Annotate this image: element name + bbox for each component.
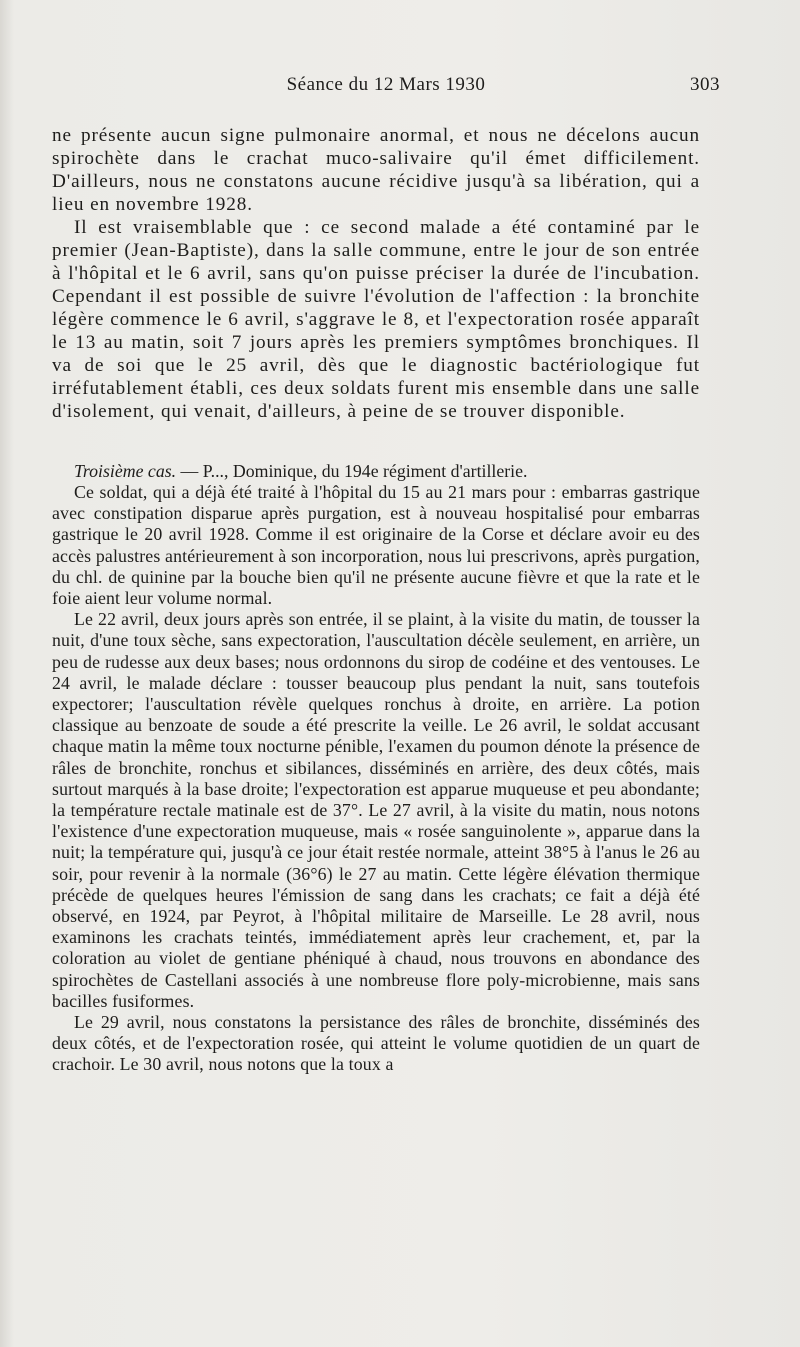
header-title: Séance du 12 Mars 1930 — [286, 74, 486, 95]
page-number: 303 — [690, 74, 720, 95]
paragraph-case-followup: Le 29 avril, nous constatons la persistance des râles de bronchite, disséminés des deux côtés, et de l'expectoration rosée, qui atteint le volume quotidien de un quart de crachoir. Le 30 avril, nous notons que la toux a — [52, 1012, 700, 1075]
paragraph-contamination: Il est vraisemblable que : ce second malade a été contaminé par le premier (Jean-Baptiste), dans la salle commune, entre le jour de son entrée à l'hôpital et le 6 avril, sans qu'on puisse préciser la durée de l'incubation. Cependant il est possible de suivre l'évolution de l'affection : la bronchite légère commence le 6 avril, s'aggrave le 8, et l'expectoration rosée apparaît le 13 au matin, soit 7 jours après les premiers symptômes bronchiques. Il va de soi que le 25 avril, dès que le diagnostic bactériologique fut irréfutablement établi, ces deux soldats furent mis ensemble dans une salle d'isolement, qui venait, d'ailleurs, à peine de se trouver disponible. — [52, 217, 700, 422]
case-heading-rest: — P..., Dominique, du 194e régiment d'artillerie. — [176, 461, 528, 481]
paragraph-case-history: Ce soldat, qui a déjà été traité à l'hôpital du 15 au 21 mars pour : embarras gastrique avec constipation disparue après purgation, est à nouveau hospitalisé pour embarras gastrique le 20 avril 1928. Comme il est originaire de la Corse et déclare avoir eu des accès palustres antérieurement à son incorporation, nous lui prescrivons, après purgation, du chl. de quinine par la bouche bien qu'il ne présente aucune fièvre et que la rate et le foie aient leur volume normal. — [52, 482, 700, 609]
paragraph-continuation: ne présente aucun signe pulmonaire anormal, et nous ne décelons aucun spirochète dans le crachat muco-salivaire qu'il émet difficilement. D'ailleurs, nous ne constatons aucune récidive jusqu'à sa libération, qui a lieu en novembre 1928. — [52, 125, 700, 215]
case-heading — [52, 461, 700, 482]
running-header — [52, 72, 720, 102]
case-heading-italic: Troisième cas. — [74, 461, 177, 481]
page-body — [52, 124, 700, 1076]
paragraph-case-evolution: Le 22 avril, deux jours après son entrée, il se plaint, à la visite du matin, de tousser la nuit, d'une toux sèche, sans expectoration, l'auscultation décèle seulement, en arrière, un peu de rudesse aux deux bases; nous ordonnons du sirop de codéine et des ventouses. Le 24 avril, le malade déclare : tousser beaucoup plus pendant la nuit, sans toutefois expectorer; l'auscultation révèle quelques ronchus à droite, en arrière. La potion classique au benzoate de soude a été prescrite la veille. Le 26 avril, le soldat accusant chaque matin la même toux nocturne pénible, l'examen du poumon dénote la présence de râles de bronchite, ronchus et sibilances, disséminés en arrière, des deux côtés, mais surtout marqués à la base droite; l'expectoration est apparue muqueuse et peu abondante; la température rectale matinale est de 37°. Le 27 avril, à la visite du matin, nous notons l'existence d'une expectoration muqueuse, mais « rosée sanguinolente », apparue dans la nuit; la température qui, jusqu'à ce jour était restée normale, atteint 38°5 à l'anus le 26 au soir, pour revenir à la normale (36°6) le 27 au matin. Cette légère élévation thermique précède de quelques heures l'émission de sang dans les crachats; ce fait a déjà été observé, en 1924, par Peyrot, à l'hôpital militaire de Marseille. Le 28 avril, nous examinons les crachats teintés, immédiatement après leur crachement, et, par la coloration au violet de gentiane phéniqué à chaud, nous trouvons en abondance des spirochètes de Castellani associés à une nombreuse flore poly-microbienne, mais sans bacilles fusiformes. — [52, 609, 700, 1011]
